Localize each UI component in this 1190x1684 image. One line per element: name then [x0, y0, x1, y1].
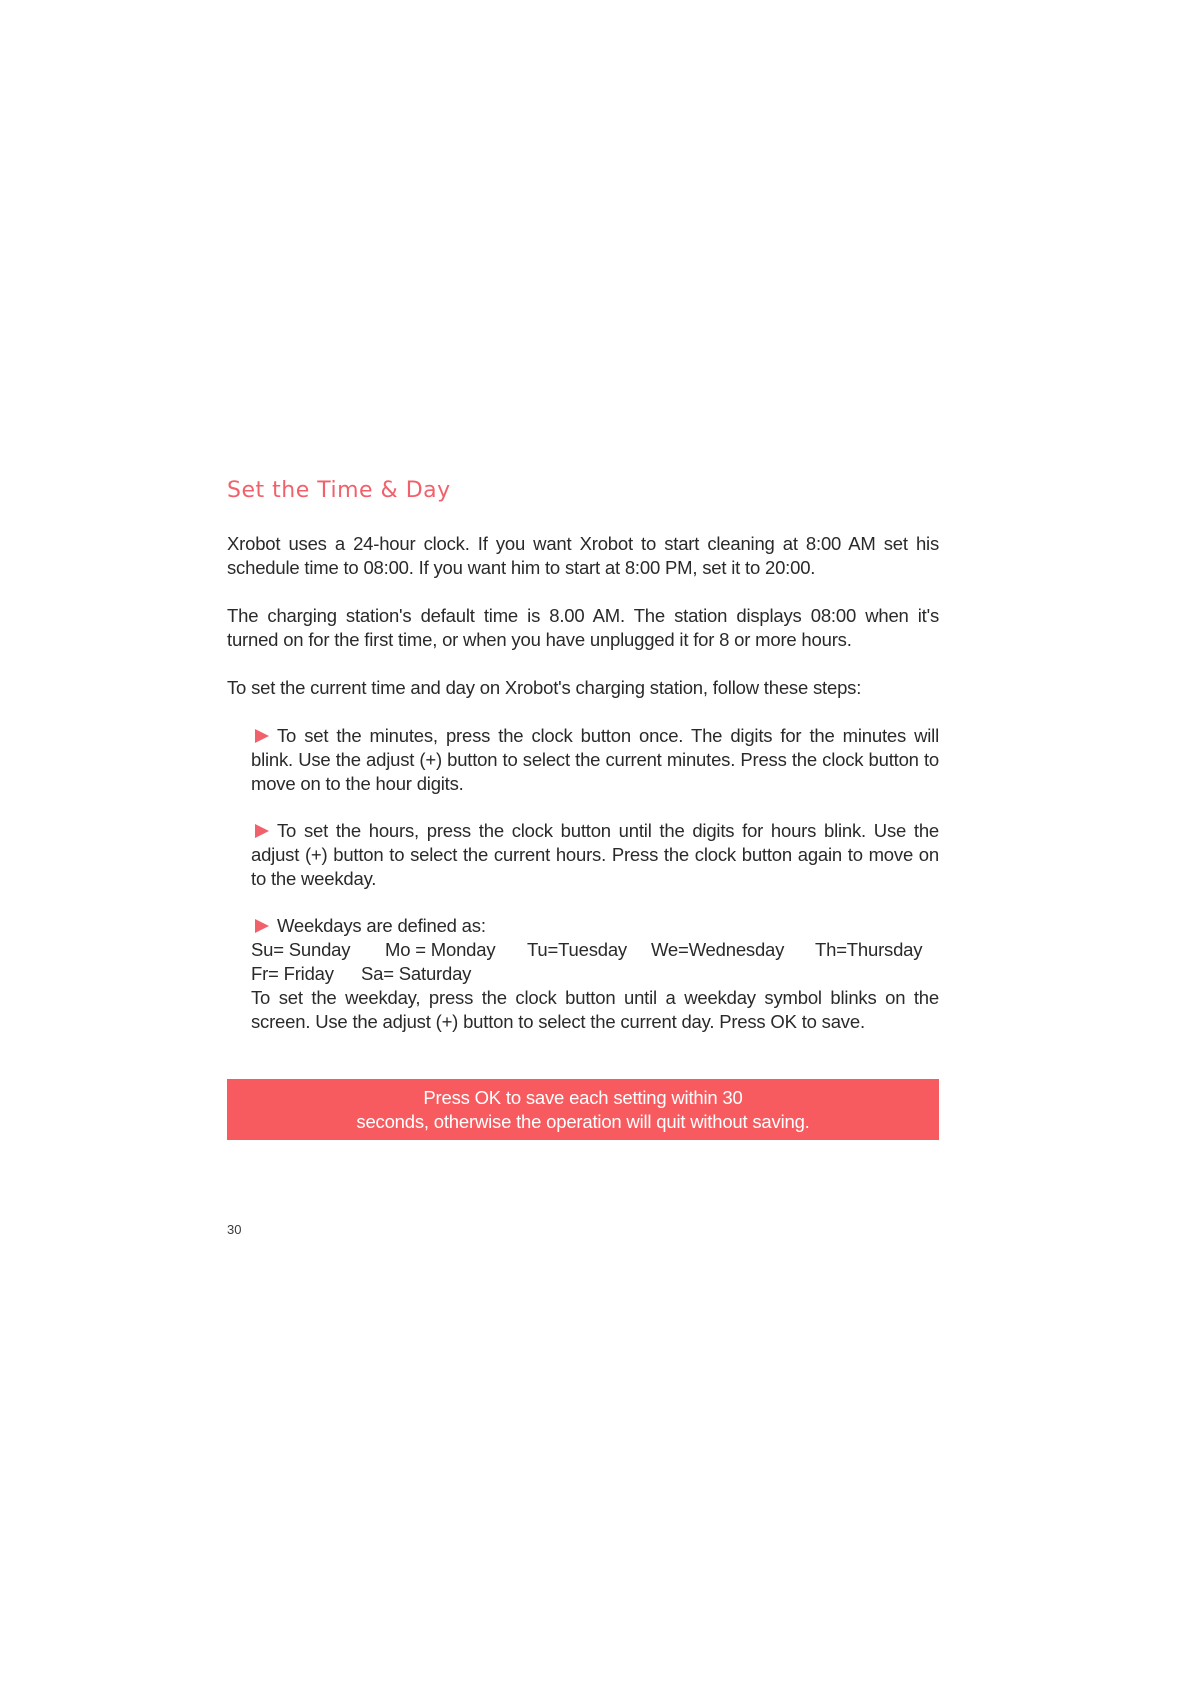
weekday-definition: Su= Sunday — [251, 939, 351, 960]
step-hours-text: To set the hours, press the clock button until the digits for hours blink. Use the adjust (+) button to select the current hours. Press the clock button again to move on to the weekday. — [251, 820, 939, 889]
arrow-right-icon — [255, 824, 269, 838]
page-number: 30 — [227, 1222, 242, 1237]
weekday-definition: Fr= Friday — [251, 963, 334, 984]
step-set-hours — [251, 819, 939, 891]
paragraph-clock-format: Xrobot uses a 24-hour clock. If you want Xrobot to start cleaning at 8:00 AM set his schedule time to 08:00. If you want him to start at 8:00 PM, set it to 20:00. — [227, 533, 939, 578]
step-minutes-text: To set the minutes, press the clock button once. The digits for the minutes will blink. Use the adjust (+) button to select the current minutes. Press the clock button to move on to the hour digits. — [251, 725, 939, 794]
notice-line: seconds, otherwise the operation will quit without saving. — [356, 1111, 810, 1132]
weekday-definitions-row — [251, 962, 939, 986]
weekday-definition: Mo = Monday — [385, 939, 496, 960]
step-set-minutes — [251, 724, 939, 796]
arrow-right-icon — [255, 729, 269, 743]
save-notice-box — [227, 1079, 939, 1140]
weekday-instruction-text: To set the weekday, press the clock button until a weekday symbol blinks on the screen. Use the adjust (+) button to select the current day. Press OK to save. — [251, 987, 939, 1032]
weekday-definition: Sa= Saturday — [361, 963, 472, 984]
step-set-weekday — [251, 914, 939, 1034]
paragraph-intro-steps: To set the current time and day on Xrobot's charging station, follow these steps: — [227, 677, 862, 698]
weekday-definition: Th=Thursday — [815, 939, 923, 960]
section-title: Set the Time & Day — [227, 478, 451, 503]
weekday-definition: We=Wednesday — [651, 939, 785, 960]
notice-line: Press OK to save each setting within 30 — [423, 1087, 743, 1108]
weekdays-intro-text: Weekdays are defined as: — [277, 915, 486, 936]
arrow-right-icon — [255, 919, 269, 933]
paragraph-default-time: The charging station's default time is 8.00 AM. The station displays 08:00 when it's turned on for the first time, or when you have unplugged it for 8 or more hours. — [227, 605, 939, 650]
weekdays-intro-line — [251, 914, 939, 938]
weekday-definition: Tu=Tuesday — [527, 939, 627, 960]
weekday-definitions-row — [251, 938, 939, 962]
